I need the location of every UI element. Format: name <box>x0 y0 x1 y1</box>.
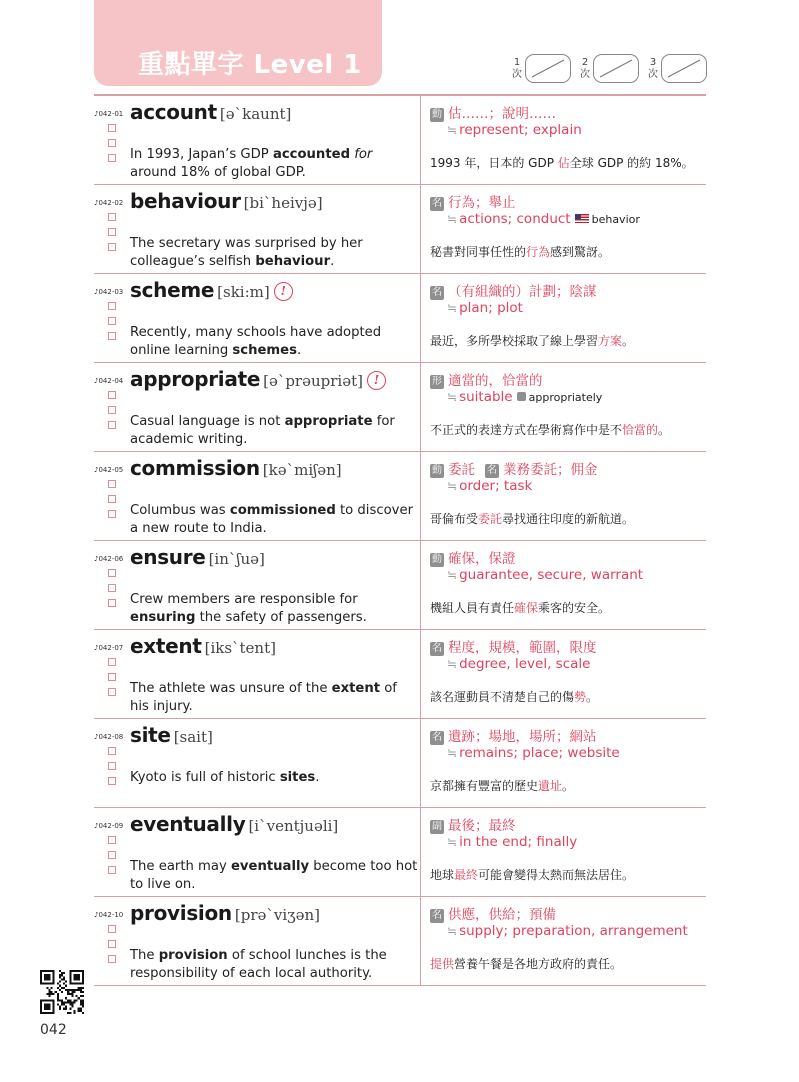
headword-text: extent <box>130 634 202 658</box>
translation <box>430 332 634 349</box>
approx-icon: ≒ <box>447 479 458 493</box>
synonym-text: order; task <box>459 478 533 494</box>
part-of-speech-badge: 名 <box>432 198 442 209</box>
headword-text: appropriate <box>130 367 261 391</box>
page-number: 042 <box>40 1022 67 1038</box>
part-of-speech-badge: 名 <box>432 643 442 654</box>
column-divider <box>420 96 421 184</box>
review-checkbox[interactable] <box>108 302 116 310</box>
pronunciation: [i`ventjuəli] <box>248 817 339 835</box>
headword-text: provision <box>130 901 232 925</box>
example-text: Casual language is not <box>130 414 285 429</box>
definition <box>430 547 516 567</box>
definition-text: 程度，規模，範圍，限度 <box>448 640 597 656</box>
headword-text: behaviour <box>130 189 241 213</box>
us-flag-icon <box>575 214 589 223</box>
column-divider <box>420 719 421 807</box>
example-text: . <box>330 254 335 269</box>
synonym-text: supply; preparation, arrangement <box>459 923 688 939</box>
synonym-text: remains; place; website <box>459 745 620 761</box>
example-sentence <box>130 502 420 538</box>
vocab-entry <box>94 897 706 986</box>
variant-form <box>575 213 640 226</box>
pronunciation: [ski:m] <box>217 283 270 301</box>
vocab-entry <box>94 274 706 363</box>
review-checkboxes <box>108 480 116 518</box>
review-checkbox[interactable] <box>108 584 116 592</box>
keyword: appropriate <box>284 414 373 429</box>
headword-text: site <box>130 723 171 747</box>
vocab-entry <box>94 452 706 541</box>
example-text: the safety of passengers. <box>195 610 367 625</box>
entry-english <box>94 808 418 896</box>
column-divider <box>420 808 421 896</box>
approx-icon: ≒ <box>447 924 458 938</box>
approx-icon: ≒ <box>447 568 458 582</box>
review-checkbox[interactable] <box>108 836 116 844</box>
entry-english <box>94 897 418 985</box>
keyword: ensuring <box>130 610 196 625</box>
keyword: sites <box>279 770 316 785</box>
review-checkboxes <box>108 124 116 162</box>
synonyms <box>447 122 582 138</box>
column-divider <box>420 541 421 629</box>
definition-text: （有組織的）計劃；陰謀 <box>448 284 597 300</box>
synonym-text: actions; conduct <box>459 211 571 227</box>
review-checkboxes <box>108 569 116 607</box>
review-checkbox[interactable] <box>661 54 707 83</box>
pronunciation: [bi`heivjə] <box>243 194 323 212</box>
definition <box>430 102 556 122</box>
example-text: of school lunches is the responsibility of each local authority. <box>130 948 387 981</box>
pronunciation: [prə`viʒən] <box>234 906 320 924</box>
example-sentence <box>130 146 420 182</box>
audio-track-icon[interactable]: ♪042-07 <box>94 644 124 652</box>
translation-text: 京都擁有豐富的歷史 <box>430 779 539 793</box>
pronunciation: [sait] <box>173 728 213 746</box>
definition-text: 委託 <box>448 462 475 478</box>
entry-chinese <box>430 274 706 362</box>
synonyms <box>447 834 577 850</box>
pronunciation: [in`ʃuə] <box>208 550 265 568</box>
review-checkbox[interactable] <box>108 569 116 577</box>
headword-text: ensure <box>130 545 206 569</box>
synonyms <box>447 567 643 583</box>
vocabulary-list <box>94 96 706 986</box>
review-checkbox[interactable] <box>108 866 116 874</box>
example-sentence <box>130 235 420 271</box>
review-checkbox[interactable] <box>108 228 116 236</box>
approx-icon: ≒ <box>447 212 458 226</box>
headword <box>130 812 338 836</box>
synonyms <box>447 478 532 494</box>
entry-chinese <box>430 897 706 985</box>
entry-chinese <box>430 185 706 273</box>
review-checkboxes <box>108 925 116 963</box>
page-title: 重點單字 Level 1 <box>138 50 362 80</box>
column-divider <box>420 274 421 362</box>
synonym-text: in the end; finally <box>459 834 578 850</box>
headword <box>130 278 293 302</box>
column-divider <box>420 363 421 451</box>
example-text: The athlete was unsure of the <box>130 681 332 696</box>
definition <box>430 814 516 834</box>
approx-icon: ≒ <box>447 746 458 760</box>
review-checkbox[interactable] <box>108 940 116 948</box>
review-counter <box>647 54 707 83</box>
review-checkboxes <box>108 302 116 340</box>
review-checkbox[interactable] <box>525 54 571 83</box>
translation-keyword: 行為 <box>526 245 551 259</box>
review-checkbox[interactable] <box>108 955 116 963</box>
audio-track-icon[interactable]: ♪042-10 <box>94 911 124 919</box>
example-text: Recently, many schools have adopted online learning <box>130 325 382 358</box>
translation-text: 最近，多所學校採取了線上學習 <box>430 334 599 348</box>
example-sentence <box>130 947 420 983</box>
review-checkbox[interactable] <box>108 599 116 607</box>
translation-text: 秘書對同事任性的 <box>430 245 527 259</box>
definition-text: 適當的，恰當的 <box>448 373 543 389</box>
headword <box>130 100 291 124</box>
translation <box>430 599 610 616</box>
definition <box>430 903 556 923</box>
keyword: extent <box>331 681 381 696</box>
example-text: The earth may <box>130 859 231 874</box>
synonyms <box>447 389 602 405</box>
review-checkbox[interactable] <box>108 213 116 221</box>
part-of-speech-badge: 動 <box>432 554 442 565</box>
vocab-entry <box>94 541 706 630</box>
definition <box>430 458 598 478</box>
pronunciation: [ə`kaunt] <box>219 105 292 123</box>
headword <box>130 723 213 747</box>
example-text: for academic writing. <box>130 414 395 447</box>
review-counters <box>511 54 707 83</box>
definition-text: 業務委託；佣金 <box>503 462 598 478</box>
vocab-entry <box>94 808 706 897</box>
part-of-speech-badge: 動 <box>432 109 442 120</box>
example-text: of his injury. <box>130 681 397 714</box>
translation <box>430 154 694 171</box>
definition-text: 估……；說明…… <box>448 106 556 122</box>
review-checkbox[interactable] <box>108 406 116 414</box>
synonym-text: suitable <box>459 389 513 405</box>
part-of-speech-badge: 動 <box>432 465 442 476</box>
translation-text: 1993 年，日本的 GDP <box>430 156 558 170</box>
translation-text: 可能會變得太熱而無法居住。 <box>478 868 635 882</box>
counter-unit: 次 <box>512 68 522 80</box>
review-checkboxes <box>108 391 116 429</box>
definition-text: 最後；最終 <box>448 818 516 834</box>
example-sentence <box>130 413 420 449</box>
warning-icon: ! <box>274 282 293 301</box>
synonyms <box>447 656 590 672</box>
translation-keyword: 提供 <box>430 957 455 971</box>
counter-unit: 次 <box>580 68 590 80</box>
audio-track-icon[interactable]: ♪042-05 <box>94 466 124 474</box>
audio-track-icon[interactable]: ♪042-06 <box>94 555 124 563</box>
example-text: The <box>130 948 159 963</box>
headword <box>130 367 386 391</box>
column-divider <box>420 452 421 540</box>
audio-track-icon[interactable]: ♪042-09 <box>94 822 124 830</box>
vocab-entry <box>94 96 706 185</box>
review-checkbox[interactable] <box>108 480 116 488</box>
translation-text: 感到驚訝。 <box>550 245 611 259</box>
translation-text: 乘客的安全。 <box>538 601 611 615</box>
review-checkbox[interactable] <box>108 925 116 933</box>
audio-track-icon[interactable]: ♪042-02 <box>94 199 124 207</box>
approx-icon: ≒ <box>447 835 458 849</box>
review-checkbox[interactable] <box>108 510 116 518</box>
translation-text: 。 <box>658 423 671 437</box>
approx-icon: ≒ <box>447 301 458 315</box>
definition-text: 遺跡；場地，場所；網站 <box>448 729 597 745</box>
approx-icon: ≒ <box>447 123 458 137</box>
audio-track-icon[interactable]: ♪042-03 <box>94 288 124 296</box>
entry-chinese <box>430 808 706 896</box>
review-checkbox[interactable] <box>108 658 116 666</box>
translation-text: 。 <box>586 690 599 704</box>
pronunciation: [iks`tent] <box>204 639 276 657</box>
qr-code-icon[interactable] <box>40 970 84 1014</box>
translation-keyword: 最終 <box>454 868 479 882</box>
entry-chinese <box>430 630 706 718</box>
column-divider <box>420 897 421 985</box>
entry-english <box>94 274 418 362</box>
part-of-speech-badge: 名 <box>432 732 442 743</box>
review-checkbox[interactable] <box>108 421 116 429</box>
example-text: Columbus was <box>130 503 230 518</box>
translation-text: 營養午餐是各地方政府的責任。 <box>454 957 623 971</box>
entry-english <box>94 541 418 629</box>
review-checkbox[interactable] <box>108 777 116 785</box>
approx-icon: ≒ <box>447 657 458 671</box>
translation-keyword: 委託 <box>478 512 503 526</box>
entry-english <box>94 363 418 451</box>
translation-keyword: 勢 <box>574 690 587 704</box>
headword-text: account <box>130 100 217 124</box>
entry-chinese <box>430 719 706 807</box>
synonyms <box>447 300 523 316</box>
example-text: Kyoto is full of historic <box>130 770 280 785</box>
translation-keyword: 佔 <box>557 156 570 170</box>
example-sentence <box>130 858 420 894</box>
audio-track-icon[interactable]: ♪042-01 <box>94 110 124 118</box>
headword <box>130 189 323 213</box>
translation-text: 不正式的表達方式在學術寫作中是不 <box>430 423 623 437</box>
entry-chinese <box>430 541 706 629</box>
translation <box>430 510 634 527</box>
headword-text: commission <box>130 456 260 480</box>
entry-chinese <box>430 96 706 184</box>
keyword: eventually <box>230 859 310 874</box>
example-text: . <box>296 343 302 358</box>
review-counter <box>511 54 571 83</box>
vocab-entry <box>94 630 706 719</box>
review-checkboxes <box>108 213 116 251</box>
translation-text: 該名運動員不清楚自己的傷 <box>430 690 575 704</box>
review-checkbox[interactable] <box>108 673 116 681</box>
entry-chinese <box>430 363 706 451</box>
example-text: to discover a new route to India. <box>130 503 413 536</box>
definition-text: 行為；舉止 <box>448 195 516 211</box>
part-of-speech-badge: 名 <box>487 465 497 476</box>
headword-text: scheme <box>130 278 215 302</box>
synonym-text: plan; plot <box>459 300 523 316</box>
pronunciation: [kə`miʃən] <box>262 461 342 479</box>
keyword: accounted <box>272 147 351 162</box>
translation <box>430 777 574 794</box>
entry-chinese <box>430 452 706 540</box>
translation <box>430 866 634 883</box>
synonym-text: guarantee, secure, warrant <box>459 567 644 583</box>
translation-keyword: 恰當的 <box>622 423 659 437</box>
review-checkboxes <box>108 747 116 785</box>
translation-keyword: 方案 <box>598 334 623 348</box>
example-text: The secretary was surprised by her colleague’s selfish <box>130 236 363 269</box>
review-checkbox[interactable] <box>108 762 116 770</box>
translation-text: 。 <box>622 334 635 348</box>
example-sentence <box>130 324 420 360</box>
definition-text: 確保，保證 <box>448 551 516 567</box>
review-checkbox[interactable] <box>108 391 116 399</box>
keyword: commissioned <box>229 503 336 518</box>
translation-keyword: 遺址 <box>538 779 563 793</box>
vocab-entry <box>94 719 706 808</box>
review-checkbox[interactable] <box>108 154 116 162</box>
review-checkbox[interactable] <box>108 688 116 696</box>
review-checkbox[interactable] <box>108 851 116 859</box>
counter-number: 2 <box>581 56 589 68</box>
translation-keyword: 確保 <box>514 601 539 615</box>
synonyms <box>447 745 620 761</box>
translation-text: 哥倫布受 <box>430 512 479 526</box>
review-checkbox[interactable] <box>108 332 116 340</box>
definition <box>430 191 516 211</box>
definition <box>430 369 543 389</box>
example-text: In 1993, Japan’s GDP <box>130 147 273 162</box>
part-of-speech-badge: 名 <box>432 910 442 921</box>
example-text: for <box>354 147 373 162</box>
adverb-icon <box>517 392 526 401</box>
example-text: . <box>315 770 320 785</box>
warning-icon: ! <box>367 371 386 390</box>
translation-text: 地球 <box>430 868 455 882</box>
example-sentence <box>130 680 420 716</box>
entry-english <box>94 719 418 807</box>
example-text: around 18% of global GDP. <box>130 165 306 180</box>
headword-text: eventually <box>130 812 246 836</box>
entry-english <box>94 630 418 718</box>
example-sentence <box>130 591 420 627</box>
translation-text: 機組人員有責任 <box>430 601 515 615</box>
counter-number: 1 <box>513 56 521 68</box>
part-of-speech-badge: 副 <box>432 821 442 832</box>
headword <box>130 901 320 925</box>
definition-text: 供應，供給；預備 <box>448 907 556 923</box>
audio-track-icon[interactable]: ♪042-08 <box>94 733 124 741</box>
review-checkbox[interactable] <box>108 124 116 132</box>
headword <box>130 634 276 658</box>
audio-track-icon[interactable]: ♪042-04 <box>94 377 124 385</box>
example-text: become too hot to live on. <box>130 859 418 892</box>
vocab-entry <box>94 363 706 452</box>
synonyms <box>447 923 688 939</box>
counter-unit: 次 <box>648 68 658 80</box>
variant-text: behavior <box>591 213 640 226</box>
headword <box>130 545 265 569</box>
review-checkbox[interactable] <box>108 747 116 755</box>
translation-text: 全球 GDP 的約 18%。 <box>569 156 694 170</box>
definition <box>430 636 597 656</box>
translation-text: 。 <box>562 779 575 793</box>
example-sentence <box>130 769 420 787</box>
variant-form <box>517 391 603 404</box>
keyword: provision <box>158 948 228 963</box>
variant-text: appropriately <box>528 391 603 404</box>
translation <box>430 688 598 705</box>
counter-number: 3 <box>649 56 657 68</box>
review-checkboxes <box>108 658 116 696</box>
translation <box>430 421 670 438</box>
synonym-text: degree, level, scale <box>459 656 591 672</box>
keyword: behaviour <box>255 254 331 269</box>
review-checkbox[interactable] <box>593 54 639 83</box>
part-of-speech-badge: 形 <box>432 376 442 387</box>
review-checkbox[interactable] <box>108 317 116 325</box>
review-counter <box>579 54 639 83</box>
review-checkbox[interactable] <box>108 243 116 251</box>
entry-english <box>94 96 418 184</box>
column-divider <box>420 185 421 273</box>
entry-english <box>94 185 418 273</box>
part-of-speech-badge: 名 <box>432 287 442 298</box>
keyword: schemes <box>232 343 297 358</box>
review-checkbox[interactable] <box>108 495 116 503</box>
synonym-text: represent; explain <box>459 122 582 138</box>
vocab-entry <box>94 185 706 274</box>
entry-english <box>94 452 418 540</box>
translation <box>430 955 622 972</box>
approx-icon: ≒ <box>447 390 458 404</box>
definition <box>430 280 597 300</box>
headword <box>130 456 342 480</box>
pronunciation: [ə`prəupriət] <box>263 372 363 390</box>
translation-text: 尋找通往印度的新航道。 <box>502 512 635 526</box>
synonyms <box>447 211 640 227</box>
review-checkboxes <box>108 836 116 874</box>
example-text: Crew members are responsible for <box>130 592 358 607</box>
translation <box>430 243 610 260</box>
definition <box>430 725 597 745</box>
review-checkbox[interactable] <box>108 139 116 147</box>
column-divider <box>420 630 421 718</box>
